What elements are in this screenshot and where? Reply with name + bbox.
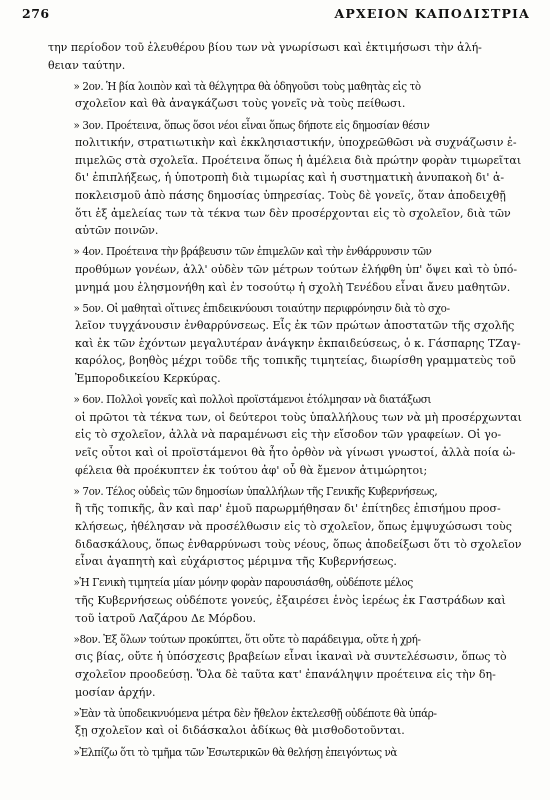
paragraph [48,631,526,701]
text-line: » 7ον. Τέλος οὐδεὶς τῶν δημοσίων ὑπαλλήλων τῆς Γενικῆς Κυβερνήσεως, [73,484,438,498]
text-line: »8ον. Ἐξ ὅλων τούτων προκύπτει, ὅτι οὔτε τὸ παράδειγμα, οὔτε ἡ χρή- [73,632,421,646]
text-line: σχολεῖον προοδεύσῃ. Ὅλα δὲ ταῦτα κατ' ἐπανάληψιν προέτεινα εἰς τὴν δη- [75,667,496,681]
paragraph [48,391,526,479]
page-header [22,6,530,26]
paragraph [48,243,526,296]
text-line: καρόλος, βοηθὸς μέχρι τοῦδε τῆς τοπικῆς τιμητείας, διωρίσθη γραμματεὺς τοῦ [75,354,516,368]
text-line: » 6ον. Πολλοὶ γονεῖς καὶ πολλοὶ προϊστάμενοι ἐτόλμησαν νὰ διατάξωσι [73,393,432,407]
text-line: νεῖς οὗτοι καὶ οἱ προϊστάμενοι θὰ ἦτο ὀρθὸν νὰ γίνωσι γνωστοί, ἀλλὰ ποία ὠ- [75,446,516,460]
text-line: μοσίαν ἀρχήν. [75,685,156,699]
text-line: κλήσεως, ἠθέλησαν νὰ προσέλθωσιν εἰς τὸ σχολεῖον, ὅπως ἐμψυχώσωσι τοὺς [75,520,512,533]
paragraph [48,744,526,762]
body-text [48,39,526,761]
text-line: τοῦ ἰατροῦ Λαζάρου Δε Μόρδου. [75,611,256,625]
text-line: » 4ον. Προέτεινα τὴν βράβευσιν τῶν ἐπιμελῶν καὶ τὴν ἐνθάρρυνσιν τῶν [73,245,432,259]
text-line: οἱ πρῶτοι τὰ τέκνα των, οἱ δεύτεροι τοὺς ὑπαλλήλους των νὰ μὴ προσέρχωνται [75,410,522,424]
text-line: σις βίας, οὔτε ἡ ὑπόσχεσις βραβείων εἶναι ἱκαναὶ νὰ συντελέσωσιν, ὅπως τὸ [75,650,507,664]
text-line: » 3ον. Προέτεινα, ὅπως ὅσοι νέοι εἶναι ὅπως δήποτε εἰς δημοσίαν θέσιν [73,118,430,132]
text-line: καὶ ἐκ τῶν ἐχόντων μεγαλυτέραν ἀνάγκην ἐκπαιδεύσεως, ὁ κ. Γάσπαρης ΤΖαγ- [75,336,521,350]
text-line: ἢ τῆς τοπικῆς, ἂν καὶ παρ' ἐμοῦ παρωρμήθησαν δι' ἐπίτηδες ἐπισήμου προσ- [75,502,501,516]
text-line: δι' ἐπιπλήξεως, ἡ ὑποτροπὴ διὰ τιμωρίας καὶ ἡ συστηματικὴ ἀνυπακοὴ δι' ἀ- [75,171,505,185]
text-line: διδασκάλους, ὅπως ἐνθαρρύνωσι τοὺς νέους, ὅπως ἀποδείξωσι ὅτι τὸ σχολεῖον [75,537,522,551]
paragraph [48,78,526,113]
text-line: »Ἐὰν τὰ ὑποδεικνυόμενα μέτρα δὲν ἤθελον ἐκτελεσθῇ οὐδέποτε θὰ ὑπάρ- [73,706,437,720]
text-line: εἰς τὸ σχολεῖον, ἀλλὰ νὰ παραμένωσι εἰς τὴν εἴσοδον τῶν γραφείων. Οἱ γο- [75,428,502,442]
text-line: ὅτι ἐξ ἀμελείας των τὰ τέκνα των δὲν προσέρχονται εἰς τὸ σχολεῖον, διὰ τῶν [75,206,511,220]
text-line: φέλεια θὰ προέκυπτεν ἐκ τούτου ἀφ' οὗ θὰ ἔμενον ἀτιμώρητοι; [75,463,428,477]
text-line: »Ἡ Γενικὴ τιμητεία μίαν μόνην φορὰν παρουσιάσθη, οὐδέποτε μέλος [73,576,413,590]
paragraph [48,300,526,388]
text-line: » 2ον. Ἡ βία λοιπὸν καὶ τὰ θέλγητρα θὰ ὁδηγοῦσι τοὺς μαθητὰς εἰς τὸ [73,79,421,93]
text-line: τῆς Κυβερνήσεως οὐδέποτε γονεύς, ἐξαιρέσει ἑνὸς ἱερέως ἐκ Γαστράδων καὶ [75,593,506,607]
text-line: »Ἐλπίζω ὅτι τὸ τμῆμα τῶν Ἐσωτερικῶν θὰ θελήσῃ ἐπειγόντως νὰ [73,745,397,759]
text-line: εἶναι ἀγαπητὴ καὶ εὐχάριστος μέριμνα τῆς Κυβερνήσεως. [75,555,397,569]
text-line: πολιτικήν, στρατιωτικὴν καὶ ἐκκλησιαστικήν, ὑποχρεῶθῶσι νὰ συχνάζωσιν ἐ- [75,136,517,150]
text-line: μνημά μου ἐλησμονήθη καὶ ἐν τοσούτῳ ἡ σχολὴ Τενέδου εἶναι ἄνευ μαθητῶν. [75,280,511,294]
running-head: ΑΡΧΕΙΟΝ ΚΑΠΟΔΙΣΤΡΙΑ [334,6,530,21]
text-line: θειαν ταύτην. [48,58,126,72]
paragraph [48,483,526,571]
paragraph [48,117,526,240]
text-line: Ἐμποροδικείου Κερκύρας. [75,372,221,386]
paragraph [48,574,526,627]
text-line: » 5ον. Οἱ μαθηταὶ οἵτινες ἐπιδεικνύουσι τοιαύτην περιφρόνησιν διὰ τὸ σχο- [73,301,450,315]
text-line: σχολεῖον καὶ θὰ ἀναγκάζωσι τοὺς γονεῖς νὰ τοὺς πείθωσι. [75,97,406,111]
text-line: λεῖον τυγχάνουσιν ἐνθαρρύνσεως. Εἷς ἐκ τῶν πρώτων ἀποστατῶν τῆς σχολῆς [75,319,515,333]
text-line: την περίοδον τοῦ ἐλευθέρου βίου των νὰ γνωρίσωσι καὶ ἐκτιμήσωσι τὴν ἀλή- [48,41,482,54]
paragraph [48,39,526,74]
page-number: 276 [22,6,50,21]
text-line: προθύμων γονέων, ἀλλ' οὐδὲν τῶν μέτρων τούτων ἐλήφθη ὑπ' ὄψει καὶ τὸ ὑπό- [75,262,518,276]
text-line: αὐτῶν ποινῶν. [75,224,159,238]
paragraph [48,705,526,740]
text-line: ποκλεισμοῦ ἀπὸ πάσης δημοσίας ὑπηρεσίας. Τοὺς δὲ γονεῖς, ὅταν ἀποδειχθῇ [75,188,506,202]
text-line: ξῃ σχολεῖον καὶ οἱ διδάσκαλοι ἀδίκως θὰ μισθοδοτοῦνται. [75,724,405,738]
text-line: πιμελῶς στὰ σχολεῖα. Προέτεινα ὅπως ἡ ἀμέλεια διὰ πρώτην φορὰν τιμωρεῖται [75,153,522,167]
